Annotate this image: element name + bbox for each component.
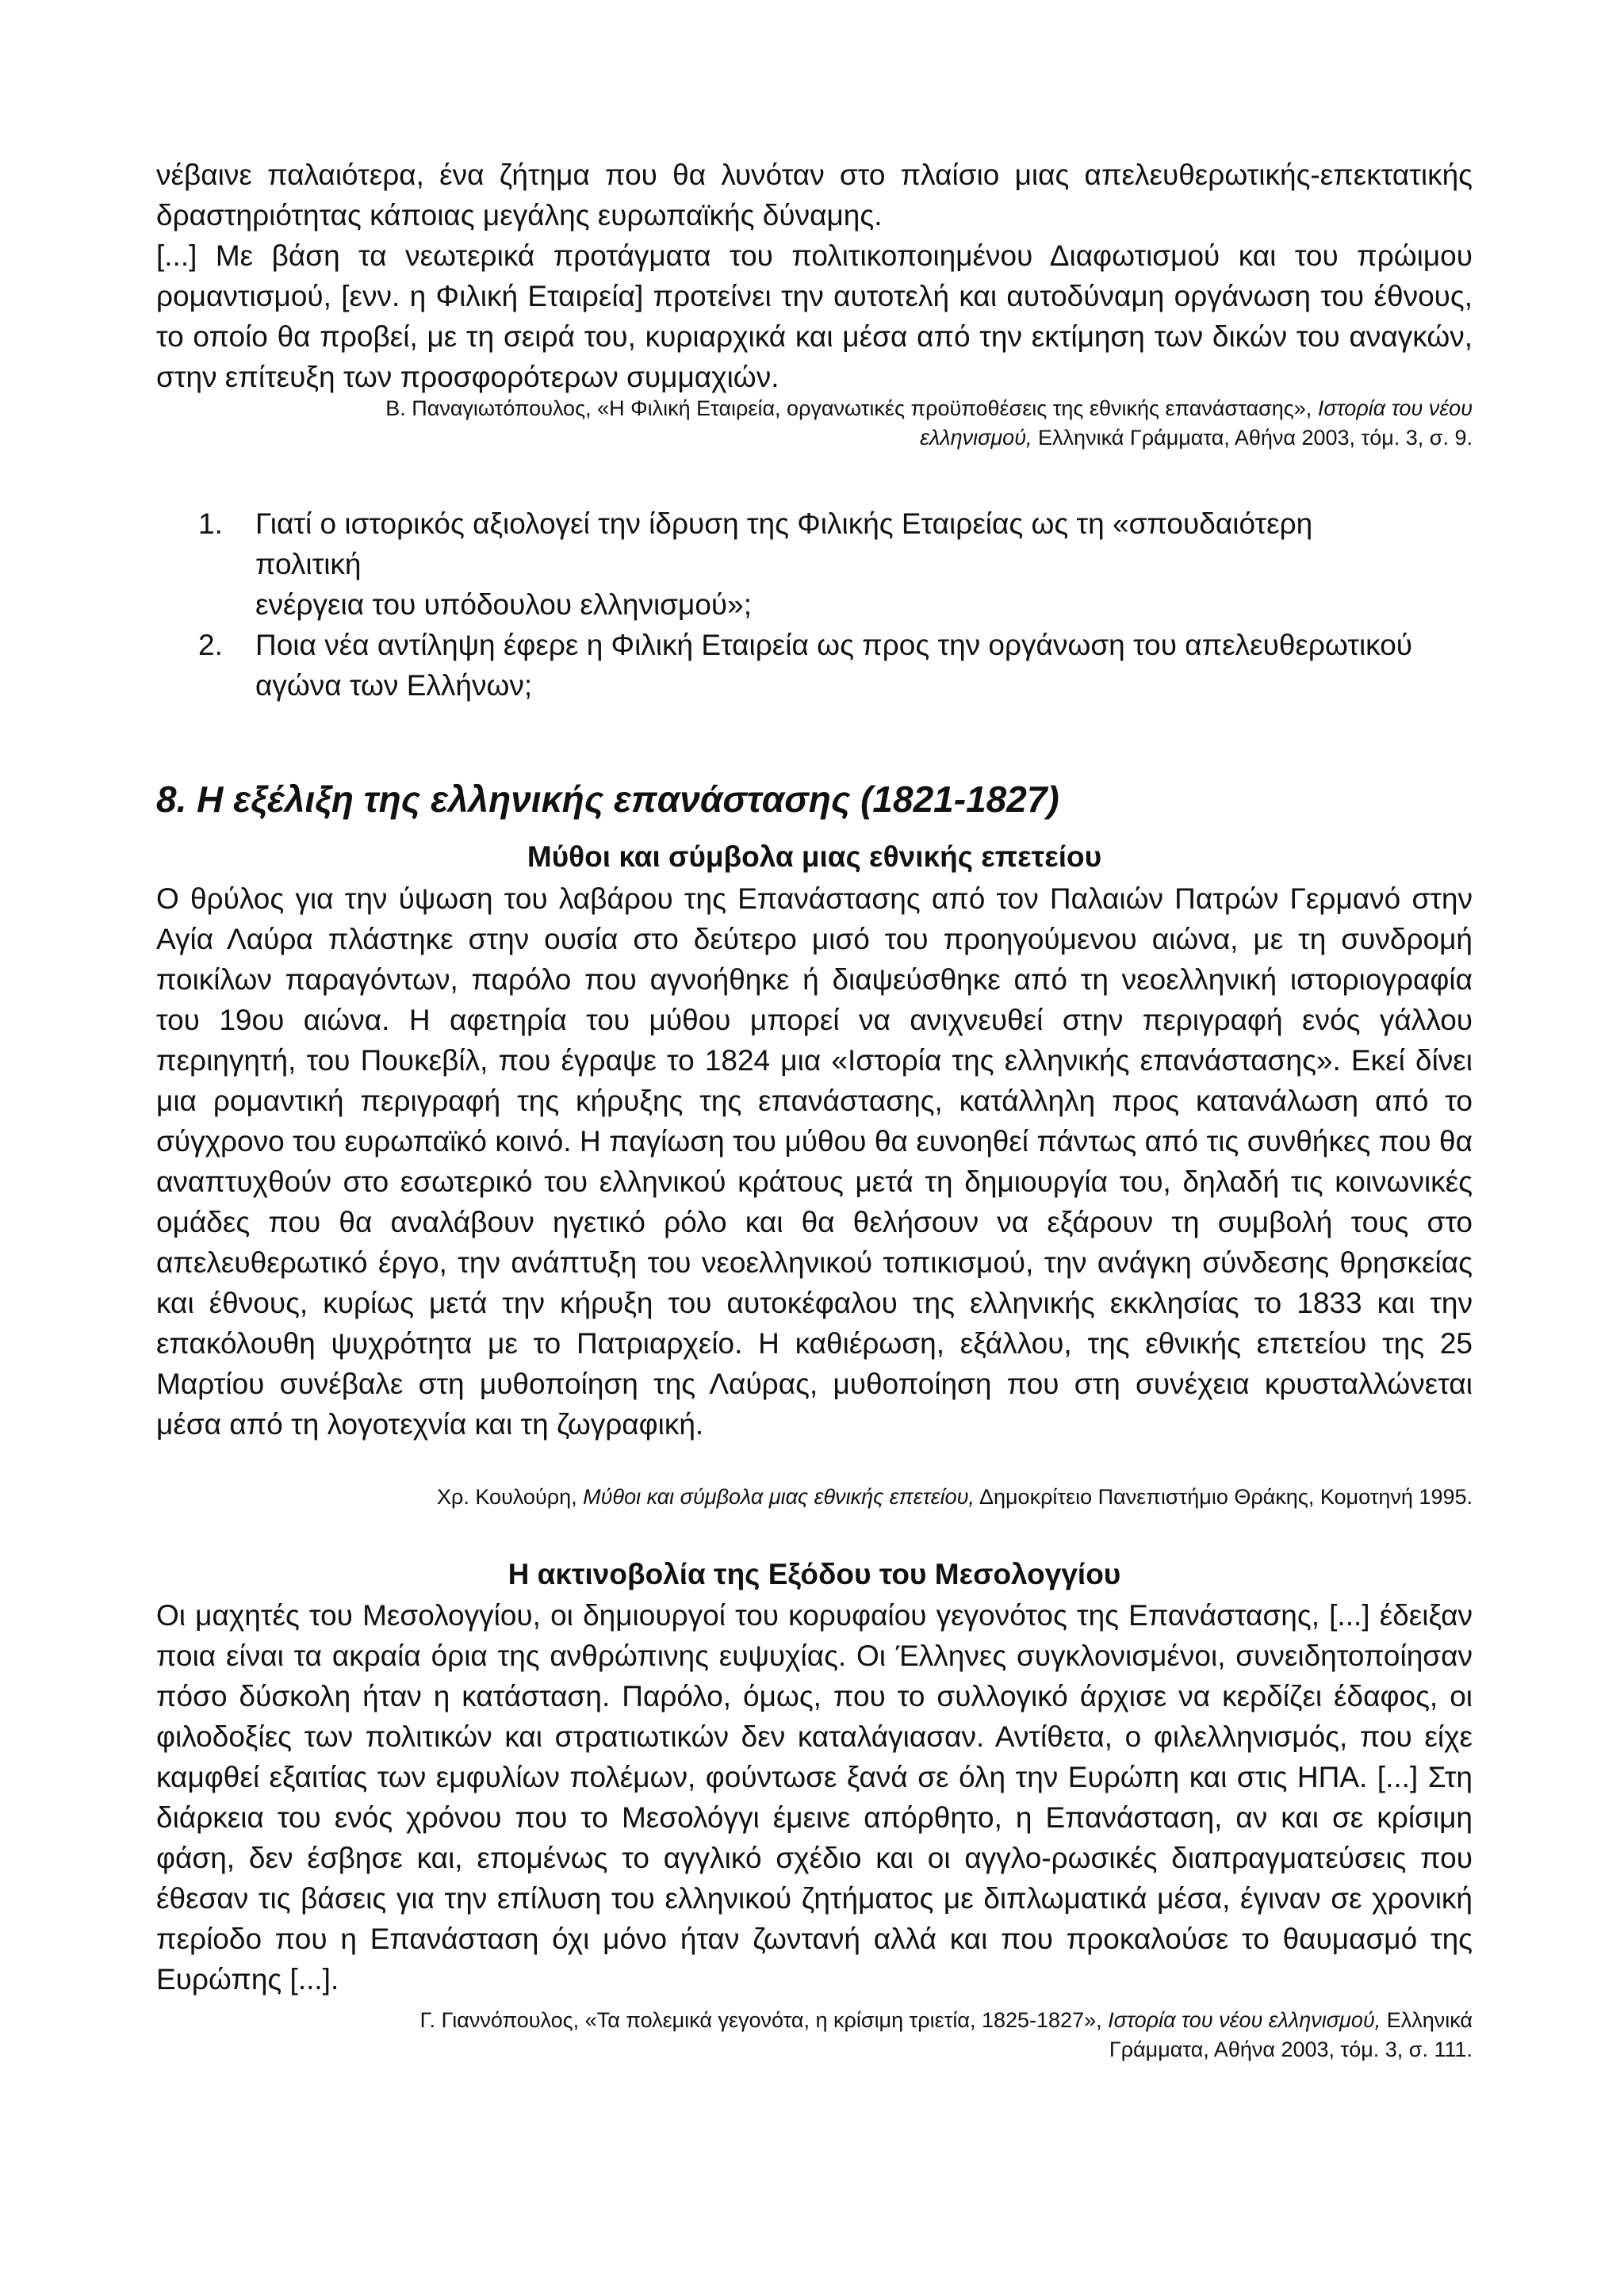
source-2-citation-line-1: Γ. Γιαννόπουλος, «Τα πολεμικά γεγονότα, η κρίσιμη τριετία, 1825-1827», Ιστορία του νέου ελληνισμού, Ελληνικά (419, 2008, 1473, 2032)
question-number: 2. (198, 629, 223, 661)
questions-list (198, 503, 1435, 706)
intro-paragraph-1: νέβαινε παλαιότερα, ένα ζήτημα που θα λυνόταν στο πλαίσιο μιας απελευθερωτικής-επεκτατικής δραστηριότητας κάποιας μεγάλης ευρωπαϊκής δύναμης. (156, 159, 1473, 232)
question-item: 2. Ποια νέα αντίληψη έφερε η Φιλική Εταιρεία ως προς την οργάνωση του απελευθερωτικού αγώνα των Ελλήνων; (198, 625, 1435, 706)
source-2-citation-line-2: Γράμματα, Αθήνα 2003, τόμ. 3, σ. 111. (1109, 2038, 1473, 2061)
question-item: 1. Γιατί ο ιστορικός αξιολογεί την ίδρυση της Φιλικής Εταιρείας ως τη «σπουδαιότερη πολιτική ενέργεια του υπόδουλου ελληνισμού»; (198, 503, 1435, 625)
intro-citation-line-2: ελληνισμού, Ελληνικά Γράμματα, Αθήνα 2003, τόμ. 3, σ. 9. (920, 426, 1473, 450)
section-title: 8. Η εξέλιξη της ελληνικής επανάστασης (1821-1827) (156, 779, 1059, 820)
source-2-body: Οι μαχητές του Μεσολογγίου, οι δημιουργοί του κορυφαίου γεγονότος της Επανάστασης, [...] έδειξαν ποια είναι τα ακραία όρια της ανθρώπινης ευψυχίας. Οι Έλληνες συγκλονισμένοι, συνειδητοποίησαν πόσο δύσκολη ήταν η κατάσταση. Παρόλο, όμως, που το συλλογικό άρχισε να κερδίζει έδαφος, οι φιλοδοξίες των πολιτικών και στρατιωτικών δεν καταλάγιασαν. Αντίθετα, ο φιλελληνισμός, που είχε καμφθεί εξαιτίας των εμφυλίων πολέμων, φούντωσε ξανά σε όλη την Ευρώπη και στις ΗΠΑ. [...] Στη διάρκεια του ενός χρόνου που το Μεσολόγγι έμεινε απόρθητο, η Επανάσταση, αν και σε κρίσιμη φάση, δεν έσβησε και, επομένως το αγγλικό σχέδιο και οι αγγλο-ρωσικές διαπραγματεύσεις που έθεσαν τις βάσεις για την επίλυση του ελληνικού ζητήματος με διπλωματικά μέσα, έγιναν σε χρονική περίοδο που η Επανάσταση όχι μόνο ήταν ζωντανή αλλά και που προκαλούσε το θαυμασμό της Ευρώπης [...]. (156, 1599, 1473, 1996)
source-2-heading: Η ακτινοβολία της Εξόδου του Μεσολογγίου (508, 1558, 1121, 1590)
source-1-citation: Χρ. Κουλούρη, Μύθοι και σύμβολα μιας εθνικής επετείου, Δημοκρίτειο Πανεπιστήμιο Θράκης, Κομοτηνή 1995. (437, 1485, 1473, 1509)
question-number: 1. (198, 507, 223, 540)
intro-citation (156, 394, 1473, 453)
source-1-heading: Μύθοι και σύμβολα μιας εθνικής επετείου (527, 840, 1102, 873)
intro-paragraph-2: [...] Με βάση τα νεωτερικά προτάγματα του πολιτικοποιημένου Διαφωτισμού και του πρώιμου ρομαντισμού, [ενν. η Φιλική Εταιρεία] προτείνει την αυτοτελή και αυτοδύναμη οργάνωση του έθνους, το οποίο θα προβεί, με τη σειρά του, κυριαρχικά και μέσα από την εκτίμηση των δικών του αναγκών, στην επίτευξη των προσφορότερων συμμαχιών. (156, 239, 1473, 393)
source-2-citation (156, 2006, 1473, 2064)
source-1-body: Ο θρύλος για την ύψωση του λαβάρου της Επανάστασης από τον Παλαιών Πατρών Γερμανό στην Αγία Λαύρα πλάστηκε στην ουσία στο δεύτερο μισό του προηγούμενου αιώνα, με τη συνδρομή ποικίλων παραγόντων, παρόλο που αγνοήθηκε ή διαψεύσθηκε από τη νεοελληνική ιστοριογραφία του 19ου αιώνα. Η αφετηρία του μύθου μπορεί να ανιχνευθεί στην περιγραφή ενός γάλλου περιηγητή, του Πουκεβίλ, που έγραψε το 1824 μια «Ιστορία της ελληνικής επανάστασης». Εκεί δίνει μια ρομαντική περιγραφή της κήρυξης της επανάστασης, κατάλληλη προς κατανάλωση από το σύγχρονο του ευρωπαϊκό κοινό. Η παγίωση του μύθου θα ευνοηθεί πάντως από τις συνθήκες που θα αναπτυχθούν στο εσωτερικό του ελληνικού κράτους μετά τη δημιουργία του, δηλαδή τις κοινωνικές ομάδες που θα αναλάβουν ηγετικό ρόλο και θα θελήσουν να εξάρουν τη συμβολή τους στο απελευθερωτικό έργο, την ανάπτυξη του νεοελληνικού τοπικισμού, την ανάγκη σύνδεσης θρησκείας και έθνους, κυρίως μετά την κήρυξη του αυτοκέφαλου της ελληνικής εκκλησίας το 1833 και την επακόλουθη ψυχρότητα με το Πατριαρχείο. Η καθιέρωση, εξάλλου, της εθνικής επετείου της 25 Μαρτίου συνέβαλε στη μυθοποίηση της Λαύρας, μυθοποίηση που στη συνέχεια κρυσταλλώνεται μέσα από τη λογοτεχνία και τη ζωγραφική. (156, 882, 1473, 1441)
intro-excerpt (156, 155, 1473, 397)
intro-citation-line-1: Β. Παναγιωτόπουλος, «Η Φιλική Εταιρεία, οργανωτικές προϋποθέσεις της εθνικής επανάστασης», Ιστορία του νέου (385, 396, 1473, 420)
